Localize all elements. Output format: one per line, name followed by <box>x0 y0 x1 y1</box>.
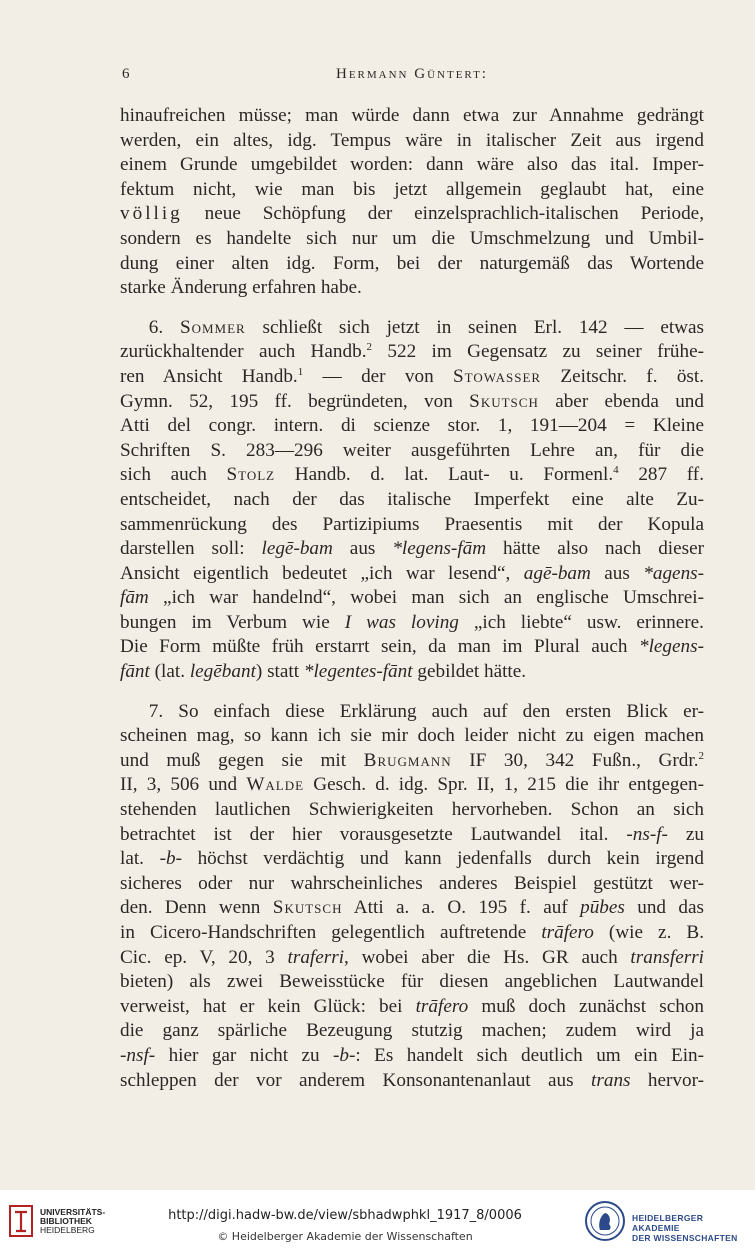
author-name: Stolz <box>226 464 276 486</box>
academy-logo[interactable] <box>584 1200 752 1244</box>
text-line: II, 3, 506 und Walde Gesch. d. idg. Spr. II, 1, 215 die ihr entgegen- <box>120 774 705 796</box>
academy-seal-icon <box>584 1200 626 1242</box>
author-name: Sommer <box>179 316 246 338</box>
section-number: 7. <box>148 700 164 722</box>
paragraph-3 <box>120 700 704 1094</box>
author-name: Skutsch <box>469 390 539 412</box>
text-line: einem Grunde umgebildet worden: dann wäre also das ital. Imper- <box>120 154 704 176</box>
paragraph-1 <box>120 104 704 301</box>
text-line: darstellen soll: legē-bam aus *legens-fām hätte also nach dieser <box>120 538 705 560</box>
author-name: Skutsch <box>272 897 343 919</box>
text-line: ren Ansicht Handb.$^1$ — der von Stowasser Zeitschr. f. öst. <box>120 365 705 387</box>
library-logo-text: UNIVERSITÄTS- BIBLIOTHEK HEIDELBERG <box>40 1207 106 1235</box>
text-line: verweist, hat er kein Glück: bei trāfero muß doch zunächst schon <box>120 995 704 1017</box>
text-line: stehenden lautlichen Schwierigkeiten hervorheben. Schon an sich <box>120 799 704 821</box>
text-line: die ganz spärliche Bezeugung stutzig machen; zudem wird ja <box>120 1020 704 1042</box>
text-line: und muß gegen sie mit Brugmann IF 30, 342 Fußn., Grdr.$^2$ <box>120 749 704 771</box>
page-number: 6 <box>122 66 131 82</box>
text-line: 7. So einfach diese Erklärung auch auf den ersten Blick er- <box>148 700 704 722</box>
copyright-notice: © Heidelberger Akademie der Wissenschaften <box>217 1230 473 1243</box>
author-name: Brugmann <box>363 749 452 771</box>
author-name: Stowasser <box>453 365 542 387</box>
text-line: schleppen der vor anderem Konsonantenanlaut aus trans hervor- <box>120 1069 704 1091</box>
running-title: Hermann Güntert: <box>336 66 488 82</box>
text-line: sicheres oder nur wahrscheinliches anderes Beispiel gestützt wer- <box>120 872 704 894</box>
text-line: hinaufreichen müsse; man würde dann etwa zur Annahme gedrängt <box>120 105 704 126</box>
text-line: -nsf- hier gar nicht zu -b-: Es handelt sich deutlich um ein Ein- <box>120 1044 705 1066</box>
text-line: bungen im Verbum wie I was loving „ich liebte“ usw. erinnere. <box>120 611 704 633</box>
text-line: Ansicht eigentlich bedeutet „ich war lesend“, agē-bam aus *agens- <box>120 562 705 584</box>
text-line: betrachtet ist der hier vorausgesetzte Lautwandel ital. -ns-f- zu <box>120 823 704 845</box>
text-line: Cic. ep. V, 20, 3 traferri, wobei aber die Hs. GR auch transferri <box>120 946 704 968</box>
text-line: werden, ein altes, idg. Tempus wäre in italischer Zeit aus irgend <box>120 129 704 151</box>
paragraph-2 <box>120 316 704 685</box>
text-line: fām „ich war handelnd“, wobei man sich an englische Umschrei- <box>120 587 704 609</box>
text-line: dung einer alten idg. Form, bei der naturgemäß das Wortende <box>120 252 704 274</box>
footer-bar <box>0 1190 755 1251</box>
text-line: sich auch Stolz Handb. d. lat. Laut- u. Formenl.$^4$ 287 ff. <box>120 464 704 486</box>
section-number: 6. <box>148 316 164 338</box>
spaced-emphasis: völlig <box>120 203 183 225</box>
text-line: scheinen mag, so kann ich sie mir doch leider nicht zu eigen machen <box>120 725 704 747</box>
text-line: bieten) als zwei Beweisstücke für diesen angeblichen Lautwandel <box>120 971 704 993</box>
text-line: sammenrückung des Partizipiums Praesentis mit der Kopula <box>120 513 704 535</box>
university-library-logo[interactable] <box>8 1202 128 1242</box>
text-line: 6. Sommer schließt sich jetzt in seinen Erl. 142 — etwas <box>148 316 705 338</box>
academy-logo-text: HEIDELBERGER AKADEMIE DER WISSENSCHAFTEN <box>632 1213 738 1243</box>
text-line: zurückhaltender auch Handb.$^2$ 522 im Gegensatz zu seiner frühe- <box>120 341 704 363</box>
text-line: Die Form müßte früh erstarrt sein, da man im Plural auch *legens- <box>120 636 704 658</box>
author-name: Walde <box>246 774 305 796</box>
text-line: starke Änderung erfahren habe. <box>120 277 362 299</box>
text-line: den. Denn wenn Skutsch Atti a. a. O. 195 f. auf pūbes und das <box>120 897 704 919</box>
text-line: Schriften S. 283—296 weiter ausgeführten Lehre an, für die <box>120 439 704 461</box>
page-header <box>118 66 706 88</box>
library-logo-icon <box>8 1204 34 1238</box>
text-line: Gymn. 52, 195 ff. begründeten, von Skutsch aber ebenda und <box>120 390 704 412</box>
text-line: sondern es handelte sich nur um die Umschmelzung und Umbil- <box>120 227 704 249</box>
permalink-url[interactable]: http://digi.hadw-bw.de/view/sbhadwphkl_1917_8/0006 <box>168 1208 522 1223</box>
text-line: in Cicero-Handschriften gelegentlich auftretende trāfero (wie z. B. <box>120 922 704 943</box>
text-line: entscheidet, nach der das italische Imperfekt eine alte Zu- <box>120 488 704 510</box>
text-line: völlig neue Schöpfung der einzelsprachlich-italischen Periode, <box>120 203 704 225</box>
body-text <box>120 104 704 1093</box>
text-line: fektum nicht, wie man bis jetzt allgemein geglaubt hat, eine <box>120 178 704 200</box>
text-line: Atti del congr. intern. di scienze stor. 1, 191—204 = Kleine <box>120 415 704 437</box>
text-line: lat. -b- höchst verdächtig und kann jedenfalls durch kein irgend <box>120 848 704 870</box>
text-line: fānt (lat. legēbant) statt *legentes-fānt gebildet hätte. <box>120 661 527 683</box>
